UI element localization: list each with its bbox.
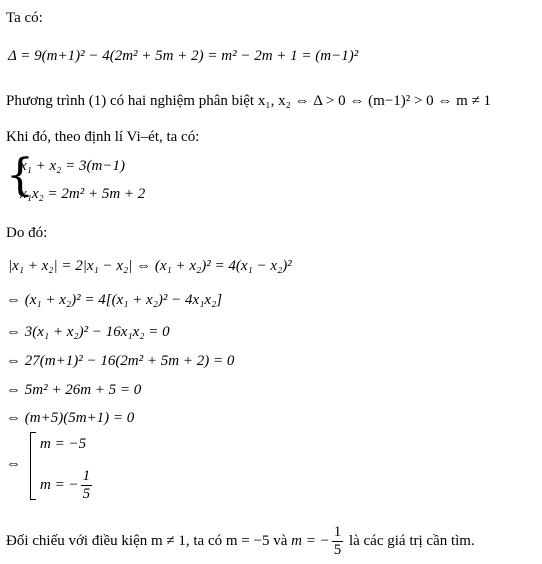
- conclusion-numerator: 1: [333, 524, 342, 540]
- conclusion-denominator: 5: [333, 542, 342, 558]
- therefore-text: Do đó:: [6, 225, 48, 241]
- conclusion-mid: m = −: [291, 532, 330, 549]
- left-brace: {: [6, 150, 34, 201]
- equivalence-arrow: ⇔: [6, 456, 21, 472]
- solution-2-prefix: m = −: [40, 476, 79, 493]
- step-1: |x₁ + x₂| = 2|x₁ − x₂| ⇔ (x₁ + x₂)² = 4(x₁ − x₂)²: [8, 258, 292, 274]
- step-2: ⇔ (x₁ + x₂)² = 4[(x₁ + x₂)² − 4x₁x₂]: [6, 292, 223, 308]
- step-5: ⇔ 5m² + 26m + 5 = 0: [6, 382, 142, 398]
- solution-2: [40, 468, 94, 503]
- vieta-product: x₁x₂ = 2m² + 5m + 2: [20, 186, 146, 202]
- conclusion-after: là các giá trị cần tìm.: [348, 532, 475, 549]
- solution-1: m = −5: [40, 436, 87, 452]
- fraction-denominator: 5: [82, 486, 91, 502]
- condition-text: Phương trình (1) có hai nghiệm phân biệt x₁, x₂ ⇔ Δ > 0 ⇔ (m−1)² > 0 ⇔ m ≠ 1: [6, 93, 492, 109]
- vieta-text: Khi đó, theo định lí Vi–ét, ta có:: [6, 129, 200, 145]
- step-6: ⇔ (m+5)(5m+1) = 0: [6, 410, 135, 426]
- solution-2-fraction: [81, 468, 93, 503]
- delta-equation: Δ = 9(m+1)² − 4(2m² + 5m + 2) = m² − 2m + 1 = (m−1)²: [8, 48, 359, 64]
- vieta-sum: x₁ + x₂ = 3(m−1): [20, 158, 125, 174]
- conclusion-fraction: [332, 524, 344, 559]
- solution-bracket: [30, 432, 36, 500]
- conclusion-before: Đối chiếu với điều kiện m ≠ 1, ta có m = −5 và: [6, 532, 288, 549]
- step-4: ⇔ 27(m+1)² − 16(2m² + 5m + 2) = 0: [6, 353, 235, 369]
- conclusion-text: [6, 524, 475, 559]
- step-3: ⇔ 3(x₁ + x₂)² − 16x₁x₂ = 0: [6, 324, 170, 340]
- intro-text: Ta có:: [6, 10, 43, 26]
- fraction-numerator: 1: [82, 468, 91, 484]
